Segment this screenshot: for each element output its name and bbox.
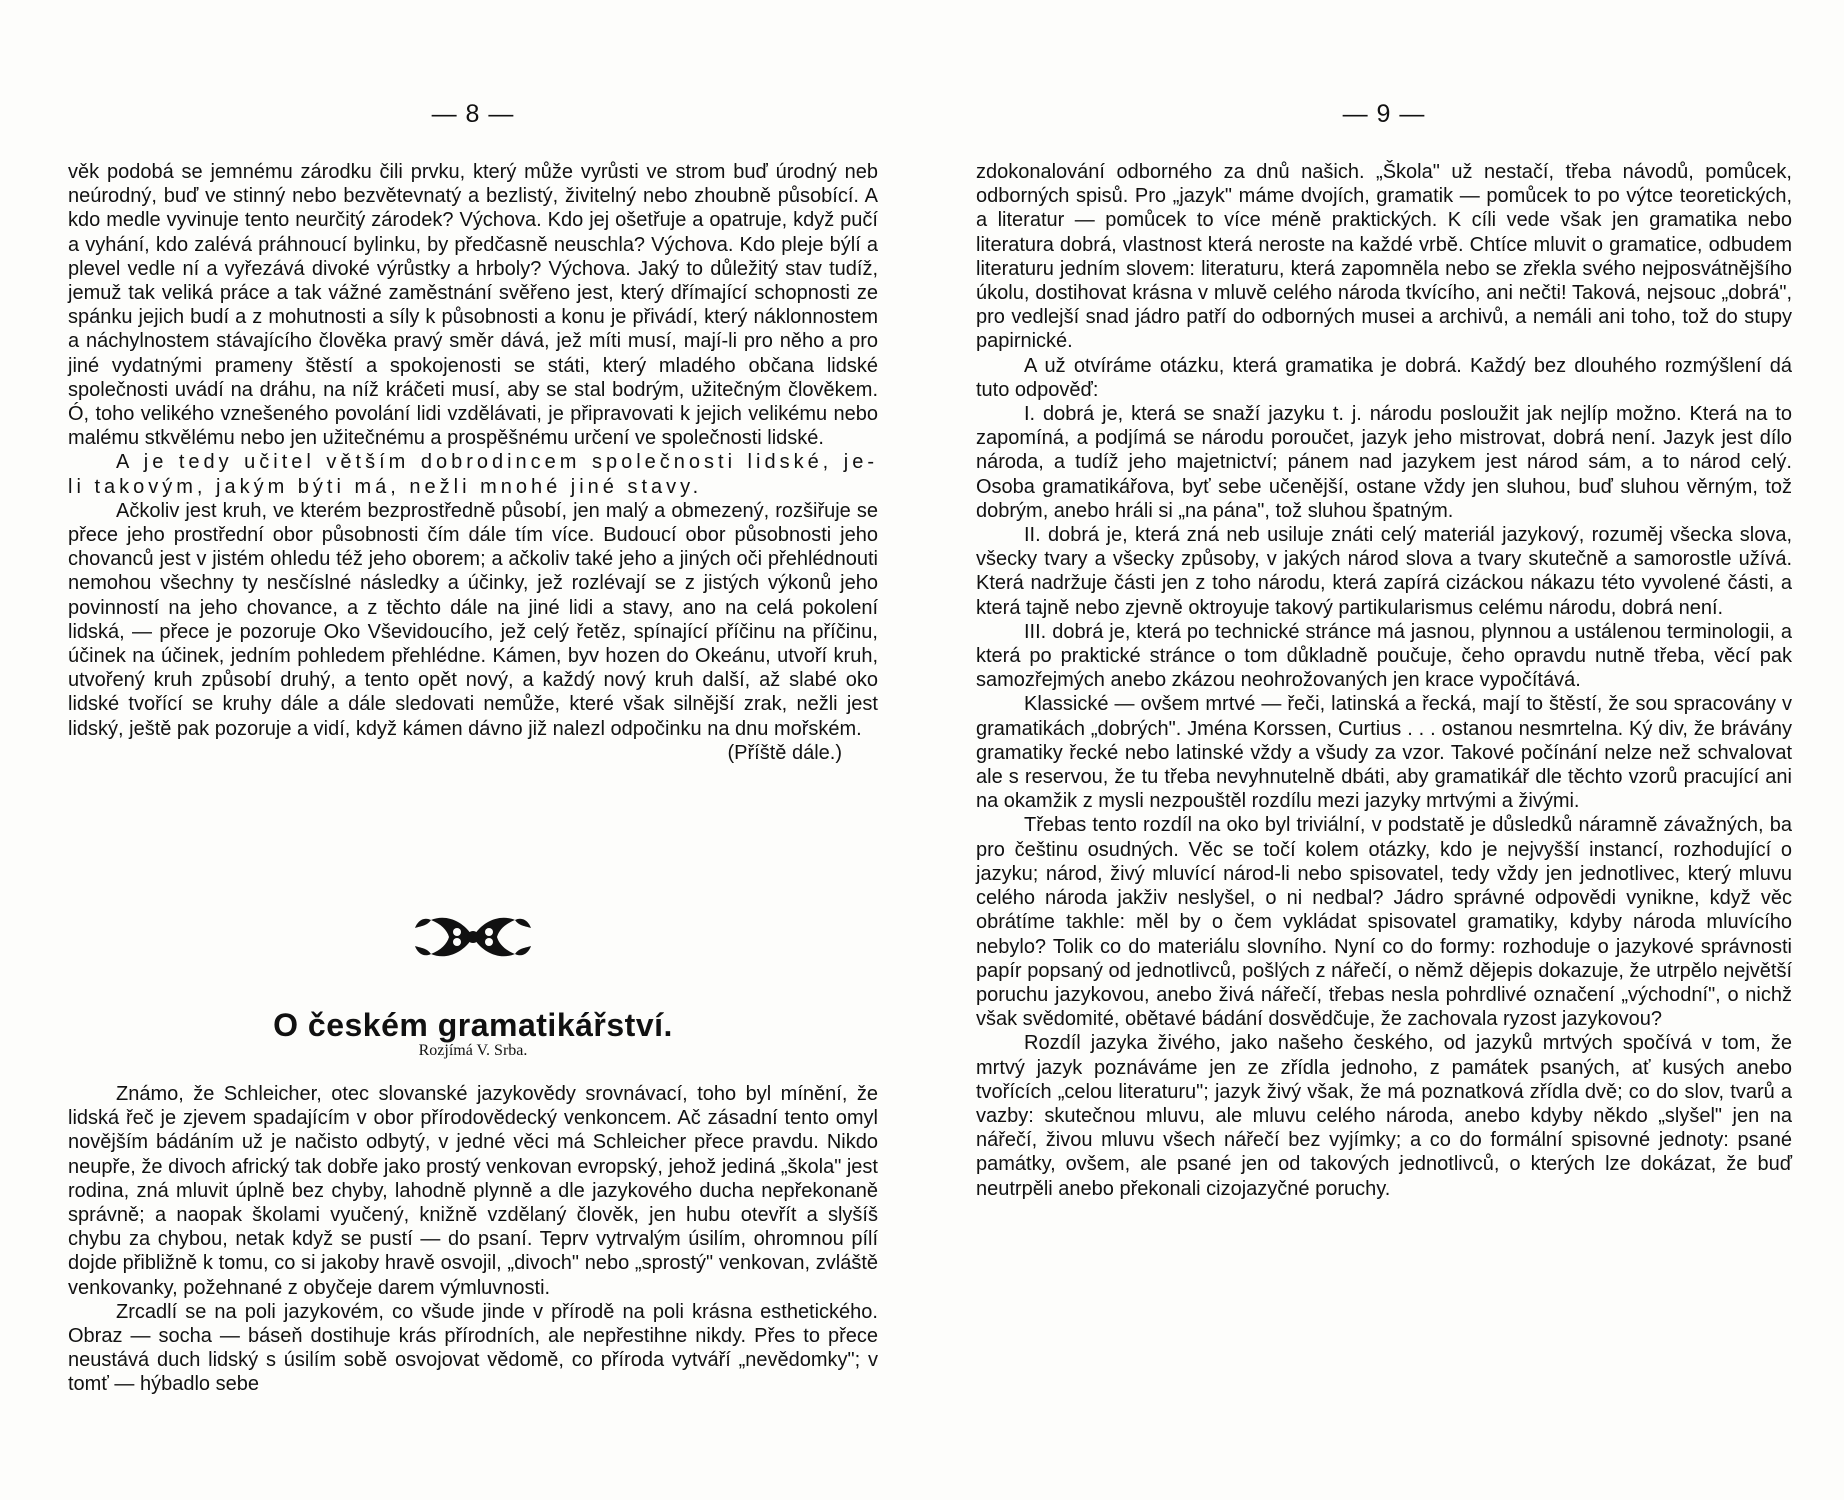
continued-article-text xyxy=(68,160,878,765)
paragraph: Klassické — ovšem mrtvé — řeči, latinská a řecká, mají to štěstí, že sou spracovány v gramatikách „dobrých". Jména Korssen, Curtius . . . ostanou nesmrtelna. Ký div, že brávány gramatiky řecké nebo latinské vždy a všudy za vzor. Takové počínání nelze než schvalovat ale s reservou, že tu třeba nevyhnutelně dbáti, aby gramatikář dle těchto vzorů pracující ani na okamžik z mysli nezpouštěl rozdílu mezi jazyky mrtvými a živými. xyxy=(976,693,1792,813)
article-continuation-text xyxy=(976,160,1792,1201)
article-title: O českém gramatikářství. xyxy=(273,1007,673,1044)
paragraph: věk podobá se jemnému zárodku čili prvku, který může vyrůsti ve strom buď úrodný neb neúrodný, buď ve stinný nebo bezvětevnatý a bezlistý, živitelný nebo zhoubně působící. A kdo medle vyvinuje tento neurčitý zárodek? Výchova. Kdo jej ošetřuje a opatruje, když pučí a vyhání, kdo zalévá práhnoucí bylinku, by předčasně neuschla? Výchova. Kdo pleje býlí a plevel vedle ní a vyřezává divoké výrůstky a hrboly? Výchova. Jaký to důležitý stav tudíž, jemuž tak veliká práce a tak vážné zaměstnání svěřeno jest, který dřímající schopnosti ze spánku jejich budí a z mohutnosti a síly k působnosti a konu je přivádí, který náklonnostem a náchylnostem stávajícího člověka pravý směr dává, jež míti musí, mají-li pro něho a pro jiné vydatnými prameny štěstí a spokojenosti se státi, který mladého občana lidské společnosti uvádí na dráhu, na níž kráčeti musí, aby se stal bodrým, užitečným člověkem. Ó, toho velikého vznešeného povolání lidi vzdělávati, je připravovati k jejich velikému nebo malému stkvělému nebo jen užitečnému a prospěšnému určení ve společnosti lidské. xyxy=(68,161,878,450)
article-body xyxy=(68,1082,878,1397)
paragraph: A už otvíráme otázku, která gramatika je dobrá. Každý bez dlouhého rozmýšlení dá tuto odpověď: xyxy=(976,354,1792,401)
paragraph: III. dobrá je, která po technické stránce má jasnou, plynnou a ustálenou terminologii, a která po praktické stránce o tom důkladně poučuje, čeho opravdu nutně třeba, věcí pak samozřejmých anebo zkázou neohrožovaných jen krace vypočítává. xyxy=(976,620,1792,692)
paragraph: Rozdíl jazyka živého, jako našeho českého, od jazyků mrtvých spočívá v tom, že mrtvý jazyk poznáváme jen ze zřídla jednoho, z památek psaných, ať kusých anebo tvořících „celou literaturu"; jazyk živý však, že má poznatková zřídla dvě; co do slov, tvarů a vazby: skutečnou mluvu, ale mluvu celého národa, anebo kdyby někdo „slyšel" jen na nářečí, živou mluvu všech nářečí bez vyjímky; a co do formální spisovné jednoty: psané památky, ovšem, ale psané jen od takových jednotlivců, o kterých lze dokázat, že buď neutrpěli anebo překonali cizojazyčné poruchy. xyxy=(976,1032,1792,1200)
article-byline: Rozjímá V. Srba. xyxy=(418,1042,528,1059)
paragraph: Známo, že Schleicher, otec slovanské jazykovědy srovnávací, toho byl mínění, že lidská řeč je zjevem spadajícím v obor přírodovědecký venkoncem. Ač zásadní tento omyl novějším bádáním už je načisto odbytý, v jedné věci má Schleicher přece pravdu. Nikdo neupře, že divoch africký tak dobře jako prostý venkovan evropský, jehož jediná „škola" jest rodina, zná mluvit úplně bez chyby, lahodně plynně a dle jazykového ducha nepřekonaně správně; a naopak školami vyučený, knižně vzdělaný člověk, jen hubu otevřít a slyšíš chybu za chybou, netak když se pustí — do psaní. Teprv vytrvalým úsilím, ohromnou pílí dojde přibližně k tomu, co si jakoby hravě osvojil, „divoch" nebo „sprostý" venkovan, zvláště venkovanky, požehnané z obyčeje darem výmluvnosti. xyxy=(68,1083,878,1299)
page-number: — 9 — xyxy=(1342,100,1426,128)
to-be-continued-note: (Příště dále.) xyxy=(727,741,842,764)
paragraph: II. dobrá je, která zná neb usiluje znáti celý materiál jazykový, rozuměj všecka slova, všecky tvary a všecky způsoby, v jakých národ slova a tvary skutečně a samorostle užívá. Která nadržuje části jen z toho národu, která zapírá cizáckou nákazu této vyvolené části, a která tajně nebo zjevně oktroyuje takový partikularismus celému národu, dobrá není. xyxy=(976,524,1792,619)
paragraph: zdokonalování odborného za dnů našich. „Škola" už nestačí, třeba návodů, pomůcek, odborných spisů. Pro „jazyk" máme dvojích, gramatik — pomůcek to po výtce teoretických, a literatur — pomůcek to více méně praktických. K cíli vede však jen gramatika nebo literatura dobrá, vlastnost která neroste na každé vrbě. Chtíce mluvit o gramatice, odbudem literaturu jedním slovem: literaturu, která zapomněla nebo se zřekla svého nejposvátnějšího úkolu, dostihovat krásna v mluvě celého národa tkvícího, ani nečti! Taková, nejsouc „dobrá", pro vedlejší snad jádro patří do odborných musei a archivů, a nemáli ani toho, tož do stupy papirnické. xyxy=(976,161,1792,353)
paragraph: Zrcadlí se na poli jazykovém, co všude jinde v přírodě na poli krásna esthetického. Obraz — socha — báseň dostihuje krás přírodních, ale nepřestihne nikdy. Přes to přece neustává duch lidský s úsilím sobě osvojovat vědomě, co příroda vytváří „nevědomky"; v tomť — hýbadlo sebe xyxy=(68,1300,878,1396)
paragraph: Třebas tento rozdíl na oko byl triviální, v podstatě je důsledků náramně závažných, ba pro češtinu osudných. Věc se točí kolem otázky, kdo je nejvyšší instancí, rozhodující o jazyku; národ, živý mluvící národ-li nebo spisovatel, tedy vždy jen jednotlivec, který mluvu celého národa jakživ neslyšel, o ni nedbal? Jádro správné odpovědi vynikne, když věc obrátíme takhle: měl by o čem vykládat spisovatel gramatiky, kdyby národa mluvícího nebylo? Tolik co do materiálu slovního. Nyní co do formy: rozhoduje o jazykové správnosti papír popsaný od jednotlivců, pošlých z nářečí, o němž dějepis dokazuje, že utrpělo největší poruchu jazykovou, anebo živá nářečí, třebas nesla pohrdlivé označení „východní", o nichž však svědomité, obětavé bádání dosvědčuje, že zachovala ryzost jazykovou? xyxy=(976,814,1792,1031)
page-number: — 8 — xyxy=(431,100,515,128)
left-page xyxy=(68,0,878,1500)
paragraph: Ačkoliv jest kruh, ve kterém bezprostředně působí, jen malý a obmezený, rozšiřuje se přece jeho prostřední obor působnosti čím dále tím více. Budoucí obor působnosti jeho chovanců jest v jistém ohledu též jeho oborem; a ačkoliv také jeho a jiných oči přehlédnouti nemohou všechny ty nesčíslné následky a účinky, jež rozlévají se z jistých výkonů jeho povinností na jeho chovance, a z těchto dále na jiné lidi a stavy, ano na celá pokolení lidská, — přece je pozoruje Oko Vševidoucího, jež celý řetěz, spínající příčinu na příčinu, účinek na účinek, jedním pohledem přehlédne. Kámen, byv hozen do Okeánu, utvoří kruh, utvořený kruh způsobí druhý, a tento opět nový, a každý nový kruh další, až slabé oko lidské tvořící se kruhy dále a dále sledovati nemůže, které však silnější zrak, nežli jest lidský, ještě pak pozoruje a vidí, když kámen dávno již nalezl odpočinku na dnu mořském. xyxy=(68,499,878,740)
fleuron-ornament xyxy=(413,908,533,966)
right-page xyxy=(976,0,1792,1500)
paragraph: A je tedy učitel větším dobrodincem společnosti lidské, je-li takovým, jakým býti má, nežli mnohé jiné stavy. xyxy=(68,451,878,498)
paragraph: I. dobrá je, která se snaží jazyku t. j. národu posloužit jak nejlíp možno. Která na to zapomíná, a podjímá se národu poroučet, jazyk jeho mistrovat, dobrá není. Jazyk jest dílo národa, a tudíž jeho majetnictví; pánem nad jazykem jest národ sám, a to národ celý. Osoba gramatikářova, byť sebe učenější, ostane vždy jen sluhou, buď sluhou věrným, tož dobrým, anebo hráli si „na pána", tož sluhou špatným. xyxy=(976,403,1792,522)
